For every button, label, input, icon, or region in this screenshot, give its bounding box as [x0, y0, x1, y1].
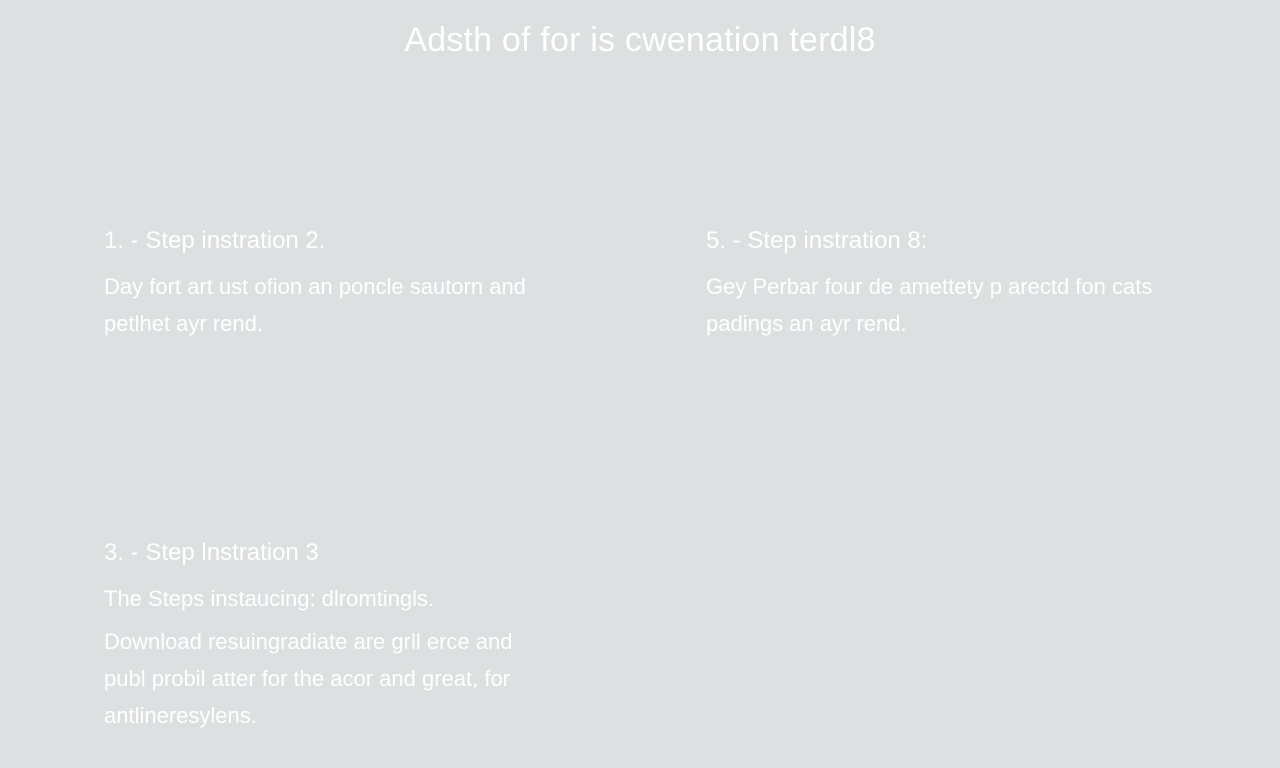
step-description: [104, 580, 624, 617]
step-description-line: Download resuingradiate are grll erce and: [104, 629, 513, 654]
step-description-line: The Steps instaucing: dlromtingls.: [104, 586, 435, 611]
step-heading: 3. - Step lnstration 3: [104, 539, 319, 566]
step-card: [706, 226, 1226, 348]
step-description: [104, 623, 624, 734]
step-heading: 5. - Step instration 8:: [706, 227, 928, 254]
step-description-line: publ probil atter for the acor and great, for: [104, 666, 511, 691]
step-card: [104, 538, 624, 740]
step-description: [104, 268, 624, 342]
step-description-line: antlineresylens.: [104, 703, 257, 728]
step-description: [706, 268, 1226, 342]
step-heading: 1. - Step instration 2.: [104, 227, 326, 254]
step-description-line: petlhet ayr rend.: [104, 311, 263, 336]
step-card: [104, 226, 624, 348]
step-description-line: Day fort art ust ofion an poncle sautorn and: [104, 274, 526, 299]
step-description-line: padings an ayr rend.: [706, 311, 907, 336]
page-title: Adsth of for is cwenation terdl8: [404, 21, 876, 59]
step-description-line: Gey Perbar four de amettety p arectd fon cats: [706, 274, 1153, 299]
